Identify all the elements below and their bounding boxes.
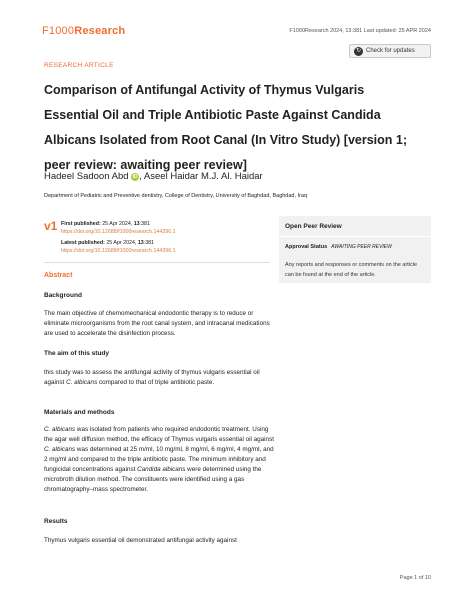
first-published — [61, 220, 176, 236]
version-label: v1 — [44, 219, 58, 233]
latest-published — [61, 239, 176, 255]
divider — [44, 262, 270, 263]
background-paragraph: The main objective of chemomechanical endodontic therapy is to reduce or eliminate microorganisms from the root canal system, and intracanal medications are used to accelerate the disinfection process. — [44, 310, 270, 337]
page-number: Page 1 of 10 — [399, 575, 431, 581]
article-title — [44, 78, 434, 178]
aim-paragraph: this study was to assess the antifungal activity of thymus vulgaris essential oil against C. albicans compared to that of triple antibiotic paste. — [44, 369, 260, 386]
first-published-label: First published: — [61, 221, 101, 227]
peer-review-panel — [279, 216, 431, 283]
title-line: peer review: awaiting peer review] — [44, 158, 247, 172]
article-type: RESEARCH ARTICLE — [44, 62, 114, 69]
author-name[interactable]: Hadeel Sadoon Abd — [44, 171, 129, 182]
check-for-updates-button[interactable] — [349, 44, 431, 58]
refresh-icon: ↻ — [355, 47, 362, 54]
author-list — [44, 171, 263, 182]
latest-published-date: 25 Apr 2024, — [106, 240, 138, 246]
first-published-volume: 13 — [133, 221, 140, 227]
first-doi-link[interactable]: https://doi.org/10.12688/f1000research.144396.1 — [61, 229, 176, 235]
check-for-updates-label: Check for updates — [366, 48, 415, 54]
title-line: Essential Oil and Triple Antibiotic Paste Against Candida — [44, 108, 381, 122]
approval-status-label: Approval Status — [285, 244, 328, 250]
orcid-icon[interactable]: iD — [132, 174, 138, 180]
title-line: Albicans Isolated from Root Canal (In Vitro Study) [version 1; — [44, 133, 408, 147]
title-line: Comparison of Antifungal Activity of Thymus Vulgaris — [44, 83, 365, 97]
background-heading: Background — [44, 292, 82, 299]
latest-published-label: Latest published: — [61, 240, 105, 246]
materials-methods-paragraph: C. albicans was isolated from patients who required endodontic treatment. Using the agar well diffusion method, the efficacy of Thymus vulgaris essential oil against C. albicans was determined at 25 m/ml, 10 mg/ml, 8 mg/ml, 6 mg/ml, 4 mg/ml, and 2 mg/ml and compared to the triple antibiotic paste. The minimum inhibitory and fungicidal concentrations against Candida albicans were determined using the microbroth dilution method. The constituents were identified using a gas chromatography–mass spectrometer. — [44, 426, 274, 493]
latest-published-volume: 13 — [137, 240, 144, 246]
peer-review-note: Any reports and responses or comments on the article can be found at the end of the article. — [285, 262, 418, 278]
first-published-date: 25 Apr 2024, — [102, 221, 134, 227]
latest-published-page: :381 — [143, 240, 155, 246]
materials-methods-heading: Materials and methods — [44, 409, 115, 416]
divider — [279, 236, 431, 237]
approval-status — [285, 244, 392, 250]
approval-status-value: AWAITING PEER REVIEW — [331, 244, 392, 250]
journal-logo: F1000Research — [42, 25, 126, 37]
header-meta: F1000Research 2024, 13:381 Last updated: 25 APR 2024 — [289, 28, 431, 34]
results-heading: Results — [44, 518, 68, 525]
first-published-page: :381 — [139, 221, 150, 227]
affiliation: Department of Pediatric and Preventive dentistry, College of Dentistry, University of Baghdad, Baghdad, Iraq — [44, 193, 308, 199]
author-name[interactable]: , Aseel Haidar M.J. Al. Haidar — [139, 171, 263, 182]
latest-doi-link[interactable]: https://doi.org/10.12688/f1000research.144396.1 — [61, 248, 176, 254]
aim-heading: The aim of this study — [44, 350, 110, 357]
peer-review-heading: Open Peer Review — [285, 223, 342, 230]
abstract-heading: Abstract — [44, 272, 73, 279]
results-paragraph: Thymus vulgaris essential oil demonstrated antifungal activity against — [44, 537, 237, 544]
